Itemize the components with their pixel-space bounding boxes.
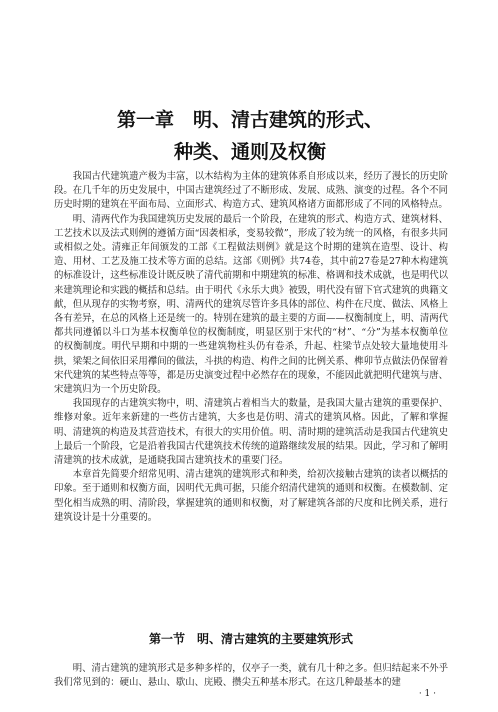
paragraph-building-forms: 明、清古建筑的建筑形式是多种多样的，仅亭子一类，就有几十种之多。但归结起来不外乎我们常见到的：硬山、悬山、歇山、庑殿、攒尖五种基本形式。在这几种最基本的建: [54, 663, 448, 689]
chapter-title-line-1: 第一章 明、清古建筑的形式、: [116, 109, 383, 131]
page-number: · 1 ·: [418, 689, 436, 699]
paragraph-ming-qing-overview: 明、清两代作为我国建筑历史发展的最后一个阶段，在建筑的形式、构造方式、建筑材料、工艺技术以及法式则例的遵循方面“因袭相承，变易较微”，形成了较为统一的风格，有很多共同或相似之处。清雍正年间颁发的工部《工程做法则例》就是这个时期的建筑在造型、设计、构造、用材、工艺及施工技术等方面的总结。这部《则例》共74卷，其中前27卷是27种木构建筑的标准设计，这些标准设计既反映了清代前期和中期建筑的标准、格调和技术成就，也是明代以来建筑理论和实践的概括和总结。由于明代《永乐大典》被毁，明代没有留下官式建筑的典籍文献，但从现存的实物考察，明、清两代的建筑尽管许多具体的部位、构件在尺度、做法、风格上各有差异，在总的风格上还是统一的。特别在建筑的最主要的方面——权衡制度上，明、清两代都共同遵循以斗口为基本权衡单位的权衡制度，明显区别于宋代的“材”、“分”为基本权衡单位的权衡制度。明代早期和中期的一些建筑物柱头仍有卷杀，升起、柱梁节点处较大量地使用斗拱，梁架之间依旧采用襻间的做法，斗拱的构造、构件之间的比例关系、榫卯节点做法仍保留着宋代建筑的某些特点等等，都是历史演变过程中必然存在的现象，不能因此就把明代建筑与唐、宋建筑归为一个历史阶段。: [54, 213, 448, 396]
chapter-body: [54, 170, 448, 525]
paragraph-chapter-scope: 本章首先简要介绍常见明、清古建筑的建筑形式和种类，给初次接触古建筑的读者以概括的印象。至于通则和权衡方面，因明代无典可据，只能介绍清代建筑的通则和权衡。在模数制、定型化相当成熟的明、清阶段，掌握建筑的通则和权衡，对了解建筑各部的尺度和比例关系，进行建筑设计是十分重要的。: [54, 469, 448, 523]
paragraph-existing-buildings: 我国现存的古建筑实物中，明、清建筑占着相当大的数量，是我国大量古建筑的重要保护、维修对象。近年来新建的一些仿古建筑，大多也是仿明、清式的建筑风格。因此，了解和掌握明、清建筑的构造及其营造技术，有很大的实用价值。明、清时期的建筑活动是我国古代建筑史上最后一个阶段，它是沿着我国古代建筑技术传统的道路继续发展的结果。因此，学习和了解明清建筑的技术成就，是通晓我国古建筑技术的重要门径。: [54, 398, 448, 467]
section-body: [54, 662, 448, 690]
paragraph-intro: 我国古代建筑遗产极为丰富，以木结构为主体的建筑体系自形成以来，经历了漫长的历史阶段。在几千年的历史发展中，中国古建筑经过了不断形成、发展、成熟、演变的过程。各个不同历史时期的建筑在平面布局、立面形式、构造方式、建筑风格诸方面都形成了不同的风格特点。: [54, 171, 448, 211]
chapter-title-line-2: 种类、通则及权衡: [173, 141, 326, 163]
chapter-title: [80, 104, 420, 168]
section-title: 第一节 明、清古建筑的主要建筑形式: [148, 632, 353, 646]
